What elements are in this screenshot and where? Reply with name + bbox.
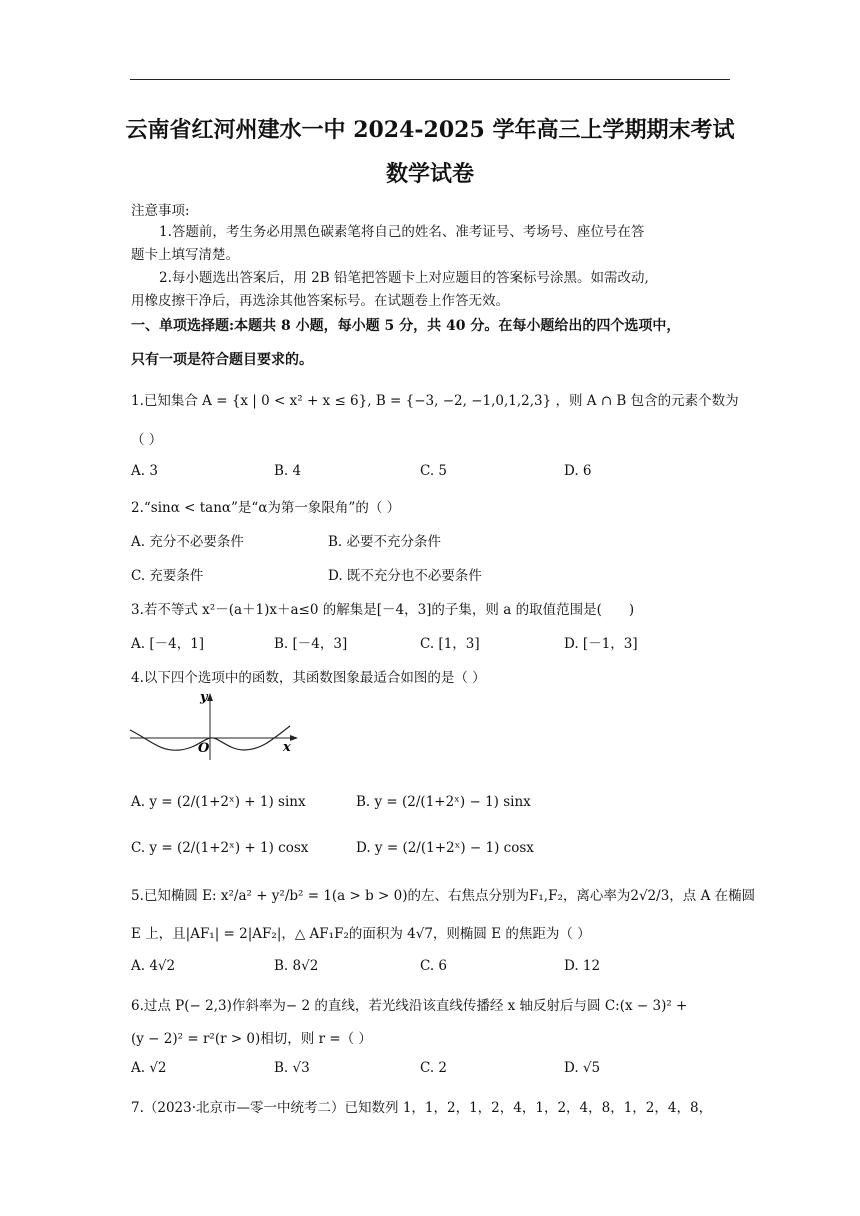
q6-stem-line2: (y − 2)² = r²(r > 0)相切，则 r =（ ）	[131, 1031, 372, 1047]
q2-stem: 2.“sinα < tanα”是“α为第一象限角”的（ ）	[131, 500, 401, 516]
notice-item1-line2: 题卡上填写清楚。	[131, 247, 239, 263]
q5-option-a: A. 4√2	[131, 958, 176, 974]
page-title: 云南省红河州建水一中 2024-2025 学年高三上学期期末考试	[125, 117, 735, 143]
q4-option-b: B. y = (2/(1+2ˣ) − 1) sinx	[356, 794, 531, 810]
q1-option-d: D. 6	[564, 463, 592, 479]
q5-option-b: B. 8√2	[274, 958, 319, 974]
q4-option-a: A. y = (2/(1+2ˣ) + 1) sinx	[131, 794, 306, 810]
q5-option-c: C. 6	[420, 958, 448, 974]
q6-option-a: A. √2	[131, 1060, 167, 1076]
graph-origin-label: O	[198, 741, 210, 756]
page-subtitle: 数学试卷	[385, 161, 474, 187]
section-heading-line1: 一、单项选择题:本题共 8 小题，每小题 5 分，共 40 分。在每小题给出的四个选项中，	[131, 318, 681, 334]
q1-option-c: C. 5	[420, 463, 448, 479]
q2-option-d: D. 既不充分也不必要条件	[328, 568, 482, 584]
q6-option-b: B. √3	[274, 1060, 310, 1076]
q1-paren: （ ）	[131, 432, 163, 448]
q3-option-a: A. [－4，1]	[131, 636, 205, 652]
q5-stem-line2: E 上，且|AF₁| = 2|AF₂|，△ AF₁F₂的面积为 4√7，则椭圆 E 的焦距为（ ）	[131, 926, 591, 942]
q5-option-d: D. 12	[564, 958, 601, 974]
q1-stem: 1.已知集合 A = {x | 0 < x² + x ≤ 6}, B = {−3, −2, −1,0,1,2,3} ，则 A ∩ B 包含的元素个数为	[131, 393, 739, 409]
q6-option-c: C. 2	[420, 1060, 448, 1076]
q1-option-b: B. 4	[274, 463, 302, 479]
notice-item1-line1: 1.答题前，考生务必用黑色碳素笔将自己的姓名、准考证号、考场号、座位号在答	[159, 224, 645, 240]
graph-x-label: x	[283, 740, 291, 755]
q5-stem-line1: 5.已知椭圆 E: x²/a² + y²/b² = 1(a > b > 0)的左、右焦点分别为F₁,F₂，离心率为2√2/3，点 A 在椭圆	[131, 888, 756, 904]
q3-option-c: C. [1，3]	[420, 636, 480, 652]
q3-stem: 3.若不等式 x²－(a＋1)x＋a≤0 的解集是[－4，3]的子集，则 a 的取值范围是( )	[131, 602, 635, 618]
section-heading-line2: 只有一项是符合题目要求的。	[131, 352, 313, 368]
q7-stem-line1: 7.（2023·北京市—零一中统考二）已知数列 1，1，2，1，2，4，1，2，4，8，1，2，4，8，	[131, 1100, 713, 1116]
q6-stem-line1: 6.过点 P(− 2,3)作斜率为− 2 的直线，若光线沿该直线传播经 x 轴反射后与圆 C:(x − 3)² +	[131, 998, 688, 1014]
q2-option-a: A. 充分不必要条件	[131, 534, 244, 550]
notice-item2-line2: 用橡皮擦干净后，再选涂其他答案标号。在试题卷上作答无效。	[131, 293, 509, 309]
q3-option-b: B. [－4，3]	[274, 636, 348, 652]
q4-option-c: C. y = (2/(1+2ˣ) + 1) cosx	[131, 840, 309, 856]
q3-option-d: D. [－1，3]	[564, 636, 638, 652]
q4-stem: 4.以下四个选项中的函数，其函数图象最适合如图的是（ ）	[131, 670, 486, 686]
q2-option-c: C. 充要条件	[131, 568, 204, 584]
q4-option-d: D. y = (2/(1+2ˣ) − 1) cosx	[356, 840, 534, 856]
graph-y-label: y	[200, 690, 208, 705]
q6-option-d: D. √5	[564, 1060, 601, 1076]
q4-function-graph	[128, 690, 303, 762]
q1-option-a: A. 3	[131, 463, 158, 479]
notice-heading: 注意事项:	[131, 203, 190, 219]
q2-option-b: B. 必要不充分条件	[328, 534, 442, 550]
top-rule	[130, 79, 730, 80]
notice-item2-line1: 2.每小题选出答案后，用 2B 铅笔把答题卡上对应题目的答案标号涂黑。如需改动,	[159, 270, 649, 286]
